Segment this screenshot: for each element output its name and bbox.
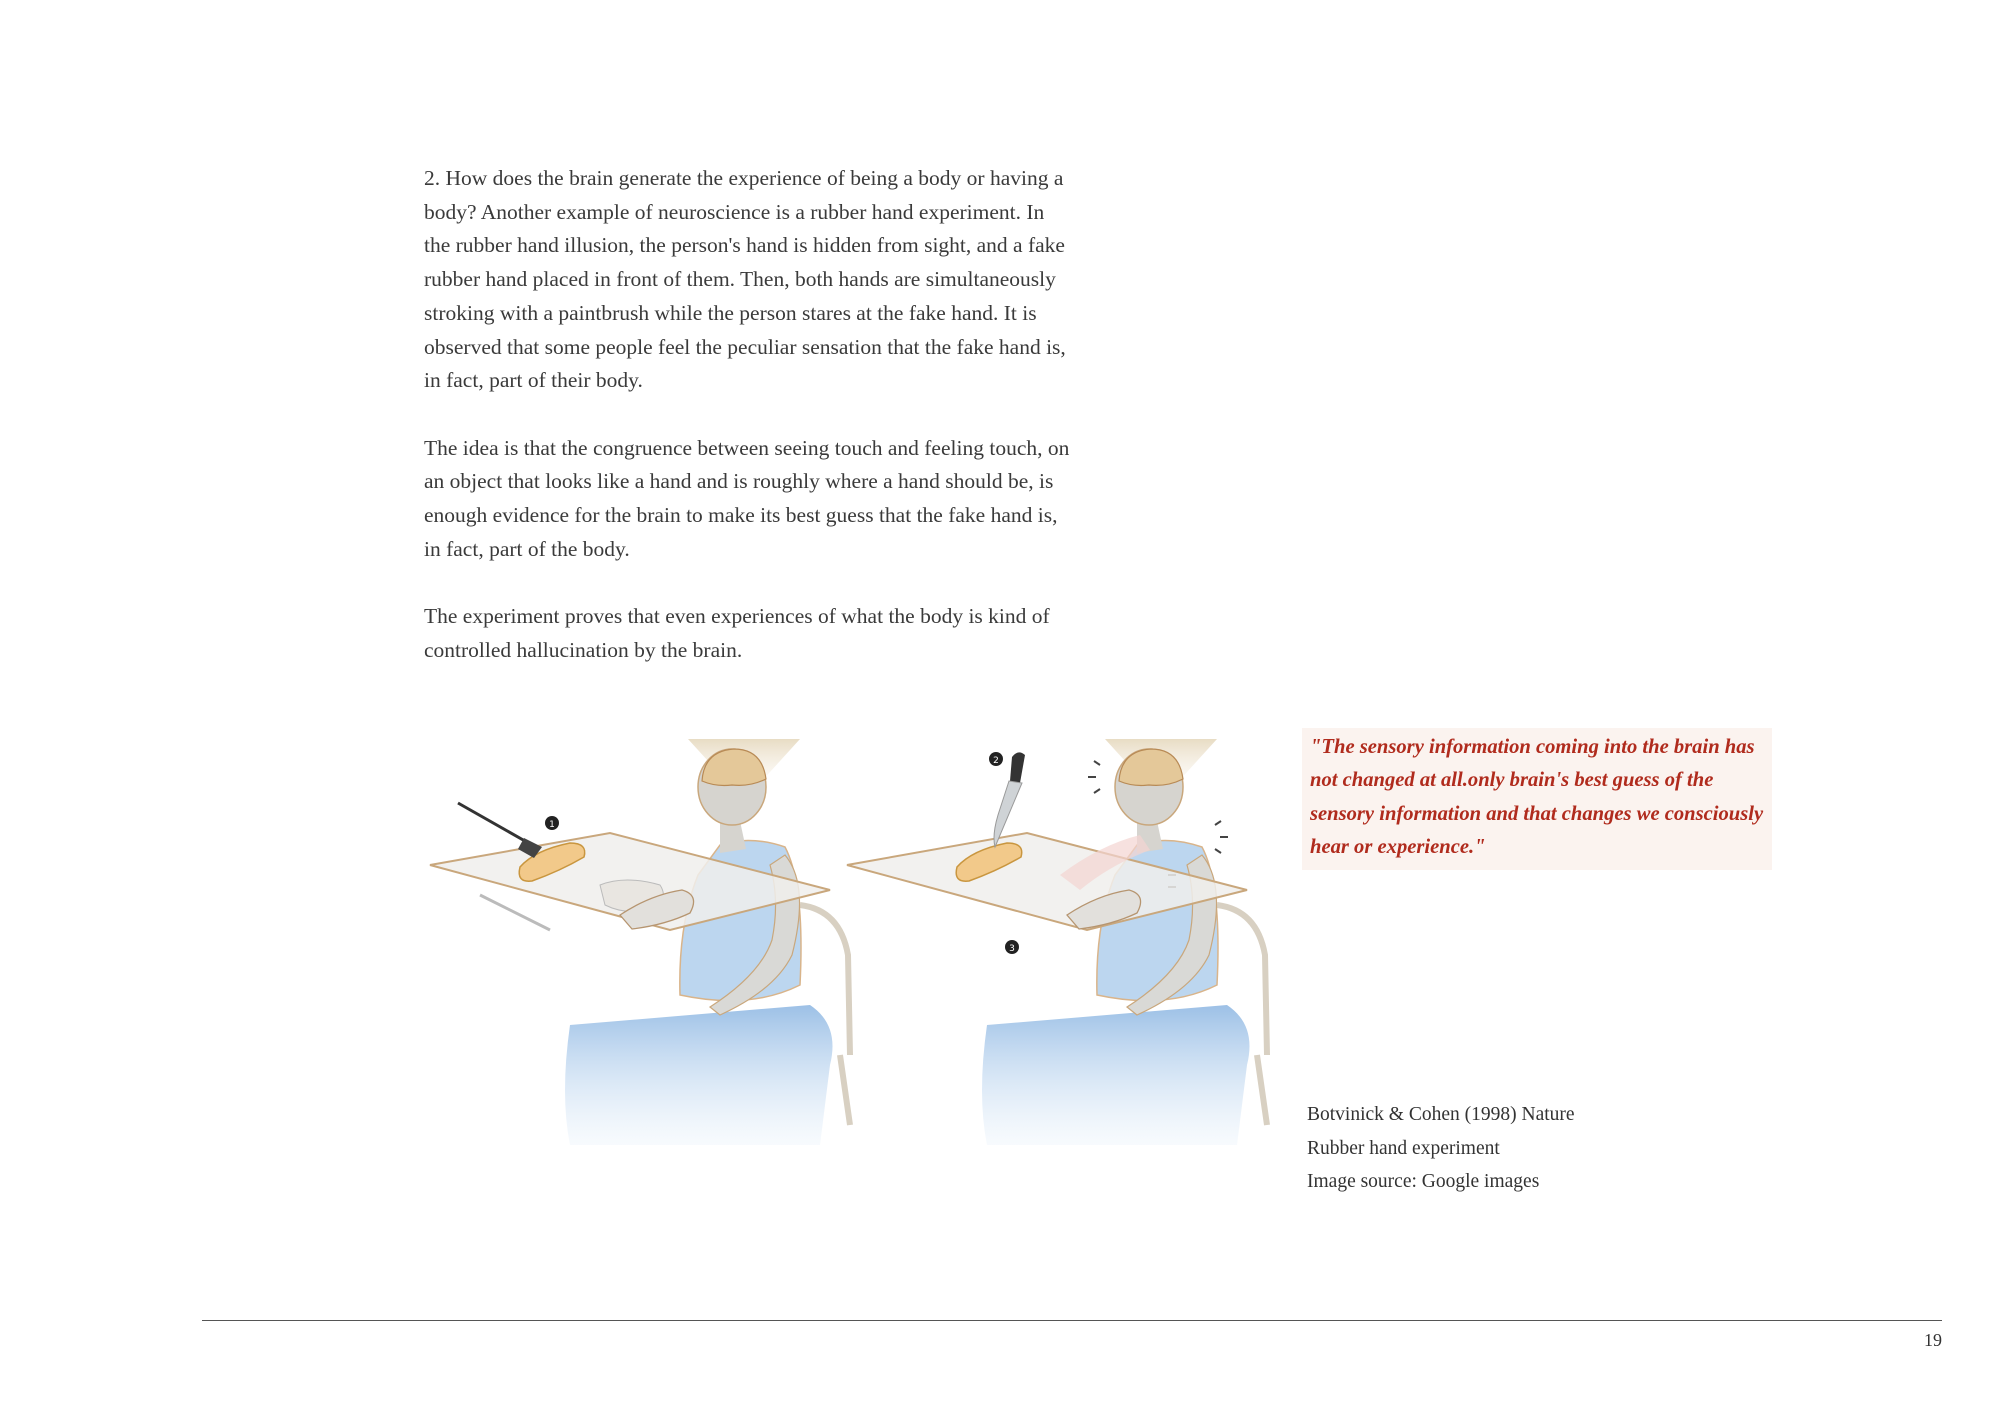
paragraph-3: The experiment proves that even experiences of what the body is kind of controlled hallucination by the brain. [424, 604, 1050, 662]
knife-handle [1010, 752, 1025, 783]
marker-3-label: 3 [1009, 944, 1015, 954]
neck-left [720, 821, 746, 853]
marker-2-label: 2 [993, 756, 999, 766]
scene-left [430, 739, 850, 1145]
body-text [424, 162, 1074, 701]
marker-1-label: 1 [549, 820, 555, 830]
page-number: 19 [1924, 1330, 1942, 1350]
ghost-brush-left [480, 895, 550, 930]
footer-divider [202, 1320, 1942, 1321]
figure-caption [1307, 1098, 1707, 1199]
rubber-hand-illustration [420, 725, 1290, 1155]
paragraph-1: 2. How does the brain generate the experience of being a body or having a body? Another example of neuroscience is a rubber hand experiment. In the rubber hand illusion, the person's hand is hidden from sight, and a fake rubber hand placed in front of them. Then, both hands are simultaneously stroking with a paintbrush while the person stares at the fake hand. It is observed that some people feel the peculiar sensation that the fake hand is, in fact, part of their body. [424, 166, 1066, 393]
legs-right [982, 1005, 1250, 1145]
caption-citation: Botvinick & Cohen (1998) Nature [1307, 1104, 1575, 1125]
paragraph-2: The idea is that the congruence between seeing touch and feeling touch, on an object that looks like a hand and is roughly where a hand should be, is enough evidence for the brain to make its best guess that the fake hand is, in fact, part of the body. [424, 435, 1070, 561]
legs-left [565, 1005, 833, 1145]
pull-quote: "The sensory information coming into the brain has not changed at all.only brain's best guess of the sensory information and that changes we consciously hear or experience." [1302, 728, 1772, 870]
paintbrush-left [458, 803, 532, 845]
caption-title: Rubber hand experiment [1307, 1137, 1500, 1159]
caption-source: Image source: Google images [1307, 1171, 1540, 1192]
scene-right [847, 739, 1267, 1145]
